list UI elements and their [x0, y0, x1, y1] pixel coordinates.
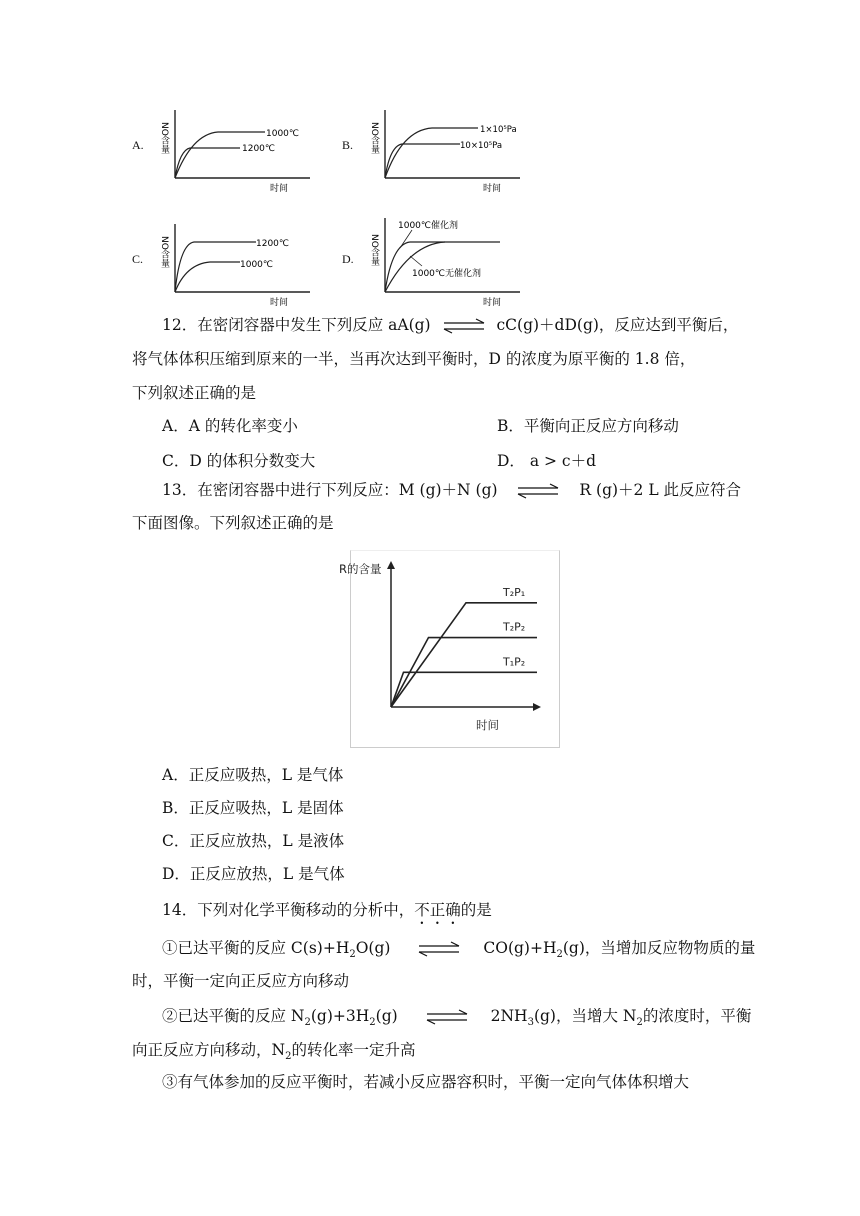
chart-option-c [130, 222, 320, 310]
svg-text:时间: 时间 [270, 298, 289, 308]
svg-text:时间: 时间 [483, 184, 502, 194]
series-label-1: T₂P₁ [503, 585, 526, 599]
svg-text:时间: 时间 [483, 298, 502, 308]
option-letter: D. [342, 252, 354, 266]
chart-a-ylabel: NO含量 [159, 122, 169, 154]
q14-item-3-line-1: ③有气体参加的反应平衡时，若减小反应器容积时，平衡一定向气体体积增大 [162, 1073, 690, 1091]
q13-option-b: B．正反应吸热，L 是固体 [162, 799, 344, 817]
q13-option-c: C．正反应放热，L 是液体 [162, 832, 345, 850]
chart-a-svg [130, 108, 320, 196]
q13-line-2: 下面图像。下列叙述正确的是 [132, 514, 334, 532]
option-letter: A. [132, 138, 144, 152]
option-letter: C. [132, 252, 144, 266]
q14-item-1-line-2: 时，平衡一定向正反应方向移动 [132, 972, 350, 990]
chart-c-curve-label-2: 1000℃ [240, 260, 274, 270]
q14-item-2-line-1: ②已达平衡的反应 $N_2(g)+3H_2(g)$ $2NH_3(g)$，当增大 $N_2$的浓度时，平衡 [162, 1007, 752, 1029]
r-content-chart [339, 550, 560, 748]
curve-1200 [175, 148, 240, 178]
x-axis-arrow-icon [533, 703, 541, 711]
chart-xlabel: 时间 [476, 718, 499, 732]
svg-text:NO含量: NO含量 [369, 234, 379, 266]
chart-b-curve-label-1: 1×10⁵Pa [480, 125, 517, 135]
chart-d-curve-label-1: 1000℃催化剂 [398, 221, 459, 231]
equilibrium-arrow-icon [417, 942, 461, 956]
chart-c-curve-label-1: 1200℃ [256, 239, 290, 249]
series-label-3: T₁P₂ [503, 655, 526, 669]
q12-option-c: C．D 的体积分数变大 [162, 452, 316, 470]
chart-d-svg [340, 212, 540, 310]
q12-line-3: 下列叙述正确的是 [132, 384, 257, 402]
equilibrium-arrow-icon [425, 1010, 469, 1024]
series-label-2: T₂P₂ [503, 620, 526, 634]
chart-a-curve-label-2: 1200℃ [242, 144, 276, 154]
q12-option-b: B．平衡向正反应方向移动 [497, 417, 679, 435]
chart-c-svg [130, 222, 320, 310]
r-content-chart-svg [339, 551, 559, 747]
svg-text:NO含量: NO含量 [369, 122, 379, 154]
chart-option-a [130, 108, 320, 196]
q12-option-a: A．A 的转化率变小 [162, 417, 298, 435]
chart-option-b [340, 108, 540, 196]
chart-b-curve-label-2: 10×10⁵Pa [460, 141, 503, 151]
q14-title: 14．下列对化学平衡移动的分析中，不正确的是 [162, 901, 492, 919]
chart-ylabel: R的含量 [339, 562, 382, 576]
y-axis-arrow-icon [387, 561, 395, 569]
emphasis-text: 不正确 [414, 901, 461, 919]
chart-d-curve-label-2: 1000℃无催化剂 [412, 269, 482, 279]
q13-option-a: A．正反应吸热，L 是气体 [162, 766, 344, 784]
q13-line-1: 13．在密闭容器中进行下列反应：M (g)＋N (g) R (g)＋2 L 此反应符合 [162, 481, 742, 499]
chart-a-xlabel: 时间 [270, 184, 289, 194]
q13-option-d: D．正反应放热，L 是气体 [162, 865, 345, 883]
chart-b-svg [340, 108, 540, 196]
equilibrium-arrow-icon [516, 484, 560, 498]
svg-text:NO含量: NO含量 [159, 236, 169, 268]
equilibrium-arrow-icon [442, 319, 486, 333]
q14-item-2-line-2: 向正反应方向移动，$N_2$的转化率一定升高 [132, 1041, 416, 1063]
chart-a-curve-label-1: 1000℃ [266, 129, 300, 139]
option-letter: B. [342, 138, 354, 152]
q12-option-d: D． a > c＋d [497, 452, 597, 470]
chart-option-d [340, 212, 540, 310]
curve-1000 [175, 132, 265, 178]
q14-item-1-line-1: ①已达平衡的反应 $C(s)+H_2O(g)$ $CO(g)+H_2(g)$，当增加反应物物质的量 [162, 939, 756, 961]
q12-line-1: 12．在密闭容器中发生下列反应 aA(g) cC(g)＋dD(g)，反应达到平衡后， [162, 316, 739, 334]
q12-line-2: 将气体体积压缩到原来的一半，当再次达到平衡时，D 的浓度为原平衡的 1.8 倍， [132, 350, 696, 368]
